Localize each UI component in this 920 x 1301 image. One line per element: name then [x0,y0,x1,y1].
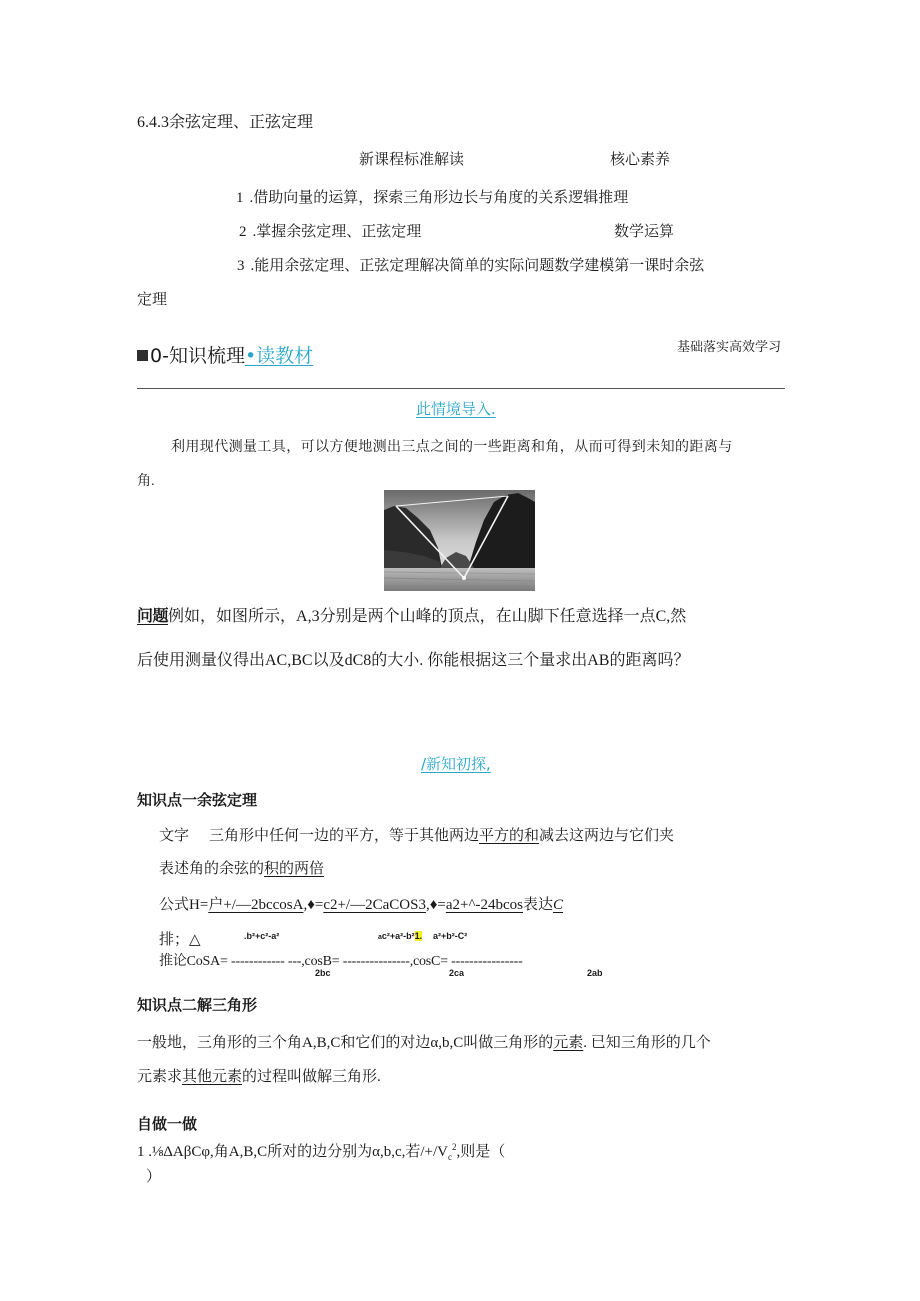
question-line1: 问题例如，如图所示，A,3分别是两个山峰的顶点，在山脚下任意选择一点C,然 [137,606,687,625]
standard-item-3-continued: 定理 [137,292,168,308]
cosine-law-formula: 公式H=户+/—2bccosA,♦=c2+/—2CaCOS3,♦=a2+^-24bcos表达C [159,895,564,913]
pai-label: 排；△ [159,930,201,948]
divider [137,388,785,389]
practice-question-1: 1 .⅛ΔAβCφ,角A,B,C所对的边分别为α,b,c,若$/+/V_c^2$,则是（ [137,1142,506,1162]
cosine-law-text-line2: 表述角的余弦的积的两倍 [159,859,325,877]
denominator-cos-a: 2bc [315,968,331,978]
text-label: 文字 [159,826,190,844]
denominator-cos-c: 2ab [587,968,603,978]
scenario-intro-line1: 利用现代测量工具，可以方便地测出三点之间的一些距离和角，从而可得到未知的距离与 [171,440,733,455]
numerator-cos-a: .b²+c²-a² [244,931,280,941]
section-title: 6.4.3余弦定理、正弦定理 [137,114,314,131]
standard-item-3: 3 .能用余弦定理、正弦定理解决简单的实际问题数学建模第一课时余弦 [237,258,705,274]
practice-question-1-close: ） [146,1169,162,1185]
new-knowledge-heading: /新知初探, [421,755,491,773]
square-icon [137,350,148,361]
banner-subtitle: 基础落实高效学习 [677,339,782,354]
solve-triangle-line1: 一般地，三角形的三个角A,B,C和它们的对边α,b,C叫做三角形的元素. 已知三角形的几个 [137,1035,711,1051]
knowledge-banner-title: 0-知识梳理•读教材 [137,341,313,368]
column-header-core: 核心素养 [610,150,671,168]
standard-item-2-core: 数学运算 [614,224,675,240]
practice-title: 自做一做 [137,1115,198,1133]
standard-item-1: 1 .借助向量的运算，探索三角形边长与角度的关系逻辑推理 [236,190,629,206]
cosine-law-corollary: 推论CoSA= ------------ ---,cosB= ---------------,cosC= ---------------- [159,954,523,969]
knowledge-point-1-title: 知识点一余弦定理 [137,791,258,809]
scenario-heading: 此情境导入. [416,400,496,418]
numerator-cos-c: a²+b²-C² [433,931,468,941]
numerator-cos-b: ac²+a²-b²1. [378,931,423,941]
column-header-standard: 新课程标准解读 [359,150,465,168]
denominator-cos-b: 2ca [449,968,465,978]
mountain-photo [384,490,535,591]
question-line2: 后使用测量仪得出AC,BC以及dC8的大小. 你能根据这三个量求出AB的距离吗？ [137,652,690,669]
knowledge-point-2-title: 知识点二解三角形 [137,996,258,1014]
solve-triangle-line2: 元素求其他元素的过程叫做解三角形. [137,1069,381,1085]
standard-item-2: 2 .掌握余弦定理、正弦定理 [239,224,422,240]
cosine-law-text-line1: 三角形中任何一边的平方，等于其他两边平方的和减去这两边与它们夹 [209,826,675,844]
scenario-intro-line2: 角. [137,474,155,489]
